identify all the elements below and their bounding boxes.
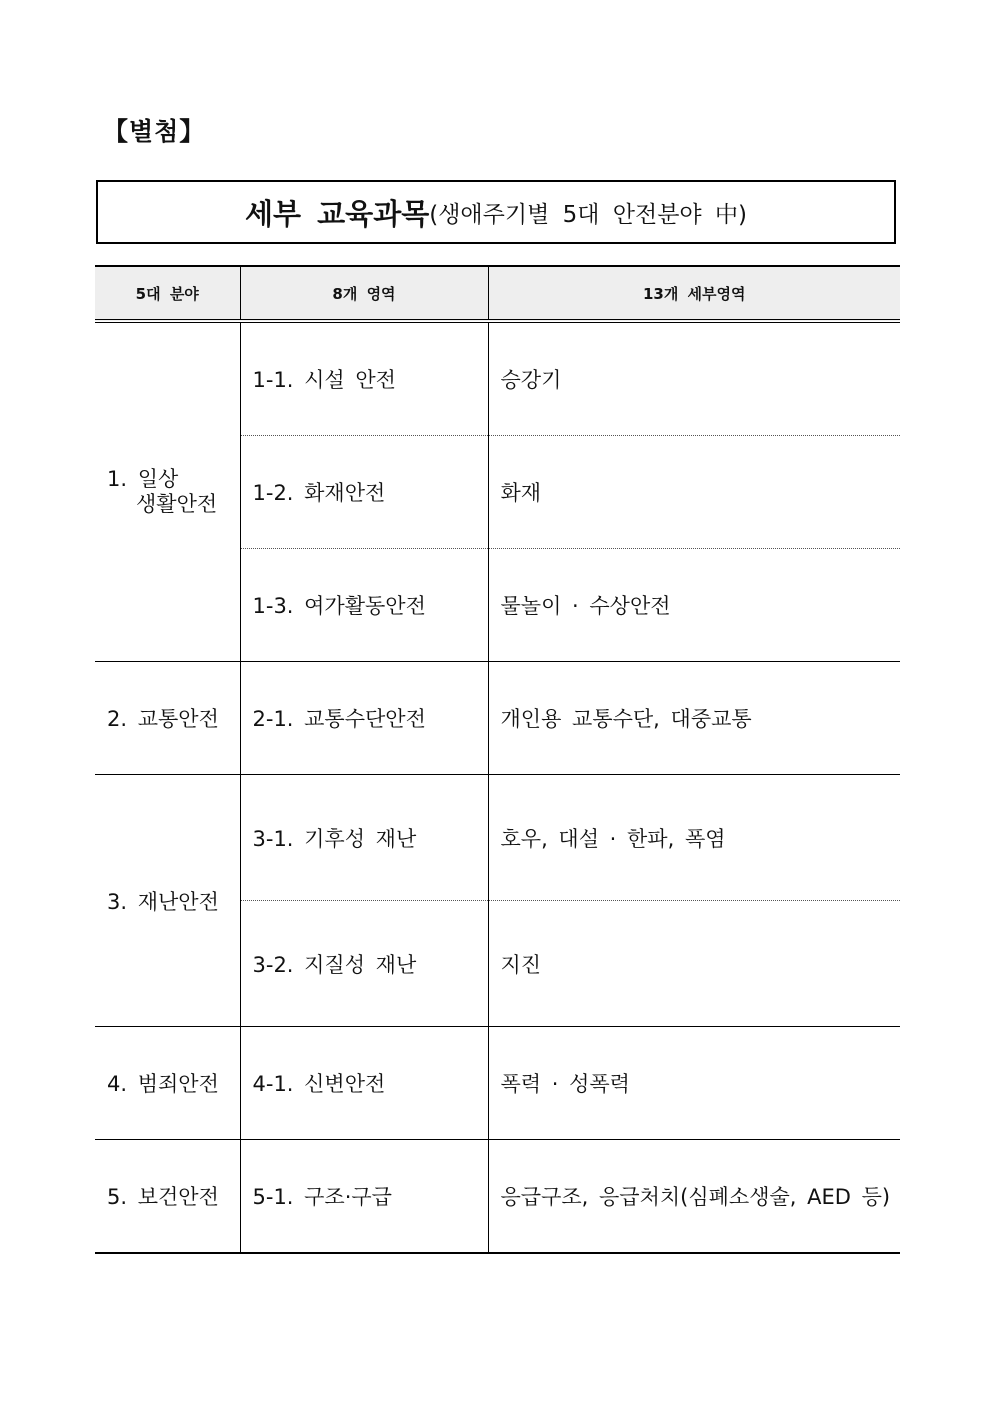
area-cell: 1-3. 여가활동안전	[240, 549, 488, 662]
category-crime: 4. 범죄안전	[95, 1027, 240, 1140]
detail-cell: 물놀이 · 수상안전	[488, 549, 900, 662]
document-title: 세부 교육과목	[245, 196, 430, 231]
document-subtitle: (생애주기별 5대 안전분야 中)	[429, 201, 747, 228]
header-area: 8개 영역	[240, 266, 488, 321]
table-row	[95, 1027, 900, 1140]
area-cell: 2-1. 교통수단안전	[240, 662, 488, 775]
category-daily-line1: 1. 일상	[107, 467, 179, 491]
area-cell: 4-1. 신변안전	[240, 1027, 488, 1140]
curriculum-table	[95, 265, 900, 1254]
category-traffic: 2. 교통안전	[95, 662, 240, 775]
category-daily-line2: 생활안전	[136, 492, 218, 516]
table-row	[95, 1140, 900, 1254]
area-cell: 3-1. 기후성 재난	[240, 775, 488, 901]
area-cell: 1-2. 화재안전	[240, 436, 488, 549]
table-row	[95, 662, 900, 775]
detail-cell: 지진	[488, 901, 900, 1027]
detail-cell: 화재	[488, 436, 900, 549]
document-title-box	[96, 180, 896, 244]
category-disaster: 3. 재난안전	[95, 775, 240, 1027]
header-detail: 13개 세부영역	[488, 266, 900, 321]
table-header-row	[95, 266, 900, 321]
area-cell: 1-1. 시설 안전	[240, 321, 488, 436]
area-cell: 5-1. 구조·구급	[240, 1140, 488, 1254]
detail-cell: 호우, 대설 · 한파, 폭염	[488, 775, 900, 901]
detail-cell: 응급구조, 응급처치(심폐소생술, AED 등)	[488, 1140, 900, 1254]
detail-cell: 폭력 · 성폭력	[488, 1027, 900, 1140]
area-cell: 3-2. 지질성 재난	[240, 901, 488, 1027]
category-health: 5. 보건안전	[95, 1140, 240, 1254]
table-row	[95, 321, 900, 436]
detail-cell: 개인용 교통수단, 대중교통	[488, 662, 900, 775]
header-field: 5대 분야	[95, 266, 240, 321]
category-cell	[95, 321, 240, 662]
detail-cell: 승강기	[488, 321, 900, 436]
attachment-label: 【별첨】	[103, 117, 206, 146]
table-row	[95, 775, 900, 901]
